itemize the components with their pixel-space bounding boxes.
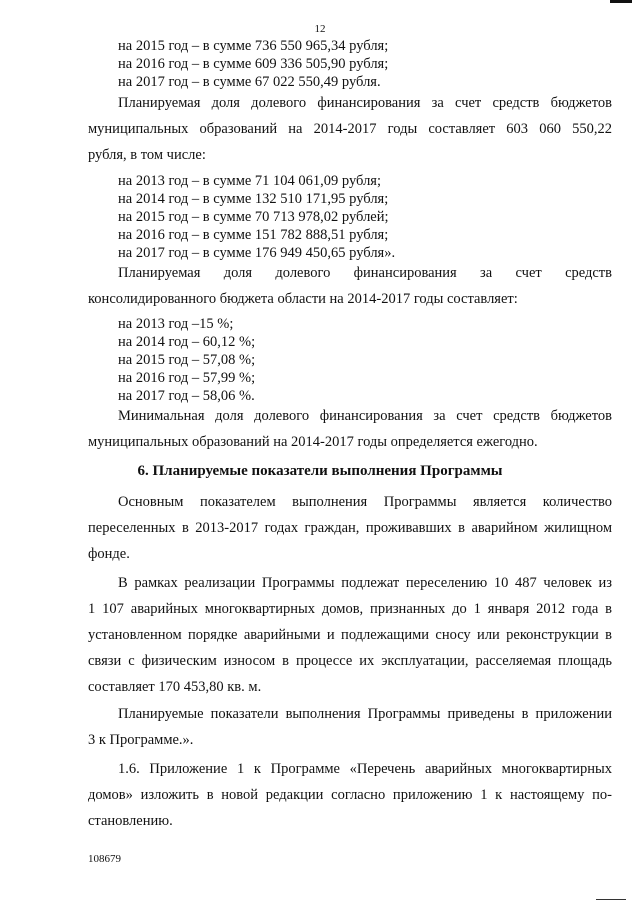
paragraph-line: муниципальных образований на 2014-2017 годы составляет 603 060 550,22 — [88, 121, 612, 137]
paragraph-line: консолидированного бюджета области на 2014-2017 годы составляет: — [88, 291, 518, 307]
paragraph-line: муниципальных образований на 2014-2017 годы определяется ежегодно. — [88, 434, 538, 450]
scan-bottom-mark — [596, 899, 626, 900]
paragraph-line: связи с физическим износом в процессе их эксплуатации, расселяемая площадь — [88, 653, 612, 669]
paragraph-line: составляет 170 453,80 кв. м. — [88, 679, 262, 695]
paragraph-line: 3 к Программе.». — [88, 732, 194, 748]
paragraph-line: переселенных в 2013-2017 годах граждан, проживавших в аварийном жилищном — [88, 520, 612, 536]
list-item: на 2014 год – в сумме 132 510 171,95 рубля; — [118, 191, 389, 207]
list-item: на 2015 год – 57,08 %; — [118, 352, 256, 368]
paragraph-line: В рамках реализации Программы подлежат переселению 10 487 человек из — [118, 575, 612, 591]
paragraph-line: домов» изложить в новой редакции согласно приложению 1 к настоящему по- — [88, 787, 612, 803]
paragraph-line: Минимальная доля долевого финансирования за счет средств бюджетов — [118, 408, 612, 424]
paragraph-line: становлению. — [88, 813, 173, 829]
list-item: на 2014 год – 60,12 %; — [118, 334, 256, 350]
paragraph-line: установленном порядке аварийными и подлежащими сносу или реконструкции в — [88, 627, 612, 643]
list-item: на 2013 год – в сумме 71 104 061,09 рубля; — [118, 173, 381, 189]
paragraph-line: 1.6. Приложение 1 к Программе «Перечень аварийных многоквартирных — [118, 761, 612, 777]
list-item: на 2017 год – в сумме 176 949 450,65 рубля». — [118, 245, 396, 261]
scan-corner-mark — [610, 0, 632, 3]
list-item: на 2015 год – в сумме 70 713 978,02 рублей; — [118, 209, 389, 225]
list-item: на 2017 год – 58,06 %. — [118, 388, 255, 404]
list-item: на 2016 год – в сумме 609 336 505,90 рубля; — [118, 56, 389, 72]
paragraph-line: Планируемые показатели выполнения Программы приведены в приложении — [118, 706, 612, 722]
list-item: на 2013 год –15 %; — [118, 316, 234, 332]
paragraph-line: Планируемая доля долевого финансирования за счет средств — [118, 265, 612, 281]
paragraph-line: 1 107 аварийных многоквартирных домов, признанных до 1 января 2012 года в — [88, 601, 612, 617]
list-item: на 2016 год – в сумме 151 782 888,51 рубля; — [118, 227, 389, 243]
page-number: 12 — [314, 23, 326, 35]
list-item: на 2017 год – в сумме 67 022 550,49 рубля. — [118, 74, 381, 90]
section-heading: 6. Планируемые показатели выполнения Программы — [137, 463, 503, 479]
paragraph-line: Основным показателем выполнения Программы является количество — [118, 494, 612, 510]
list-item: на 2015 год – в сумме 736 550 965,34 рубля; — [118, 38, 389, 54]
document-code: 108679 — [88, 853, 121, 865]
list-item: на 2016 год – 57,99 %; — [118, 370, 256, 386]
paragraph-line: Планируемая доля долевого финансирования за счет средств бюджетов — [118, 95, 612, 111]
paragraph-line: рубля, в том числе: — [88, 147, 206, 163]
paragraph-line: фонде. — [88, 546, 130, 562]
